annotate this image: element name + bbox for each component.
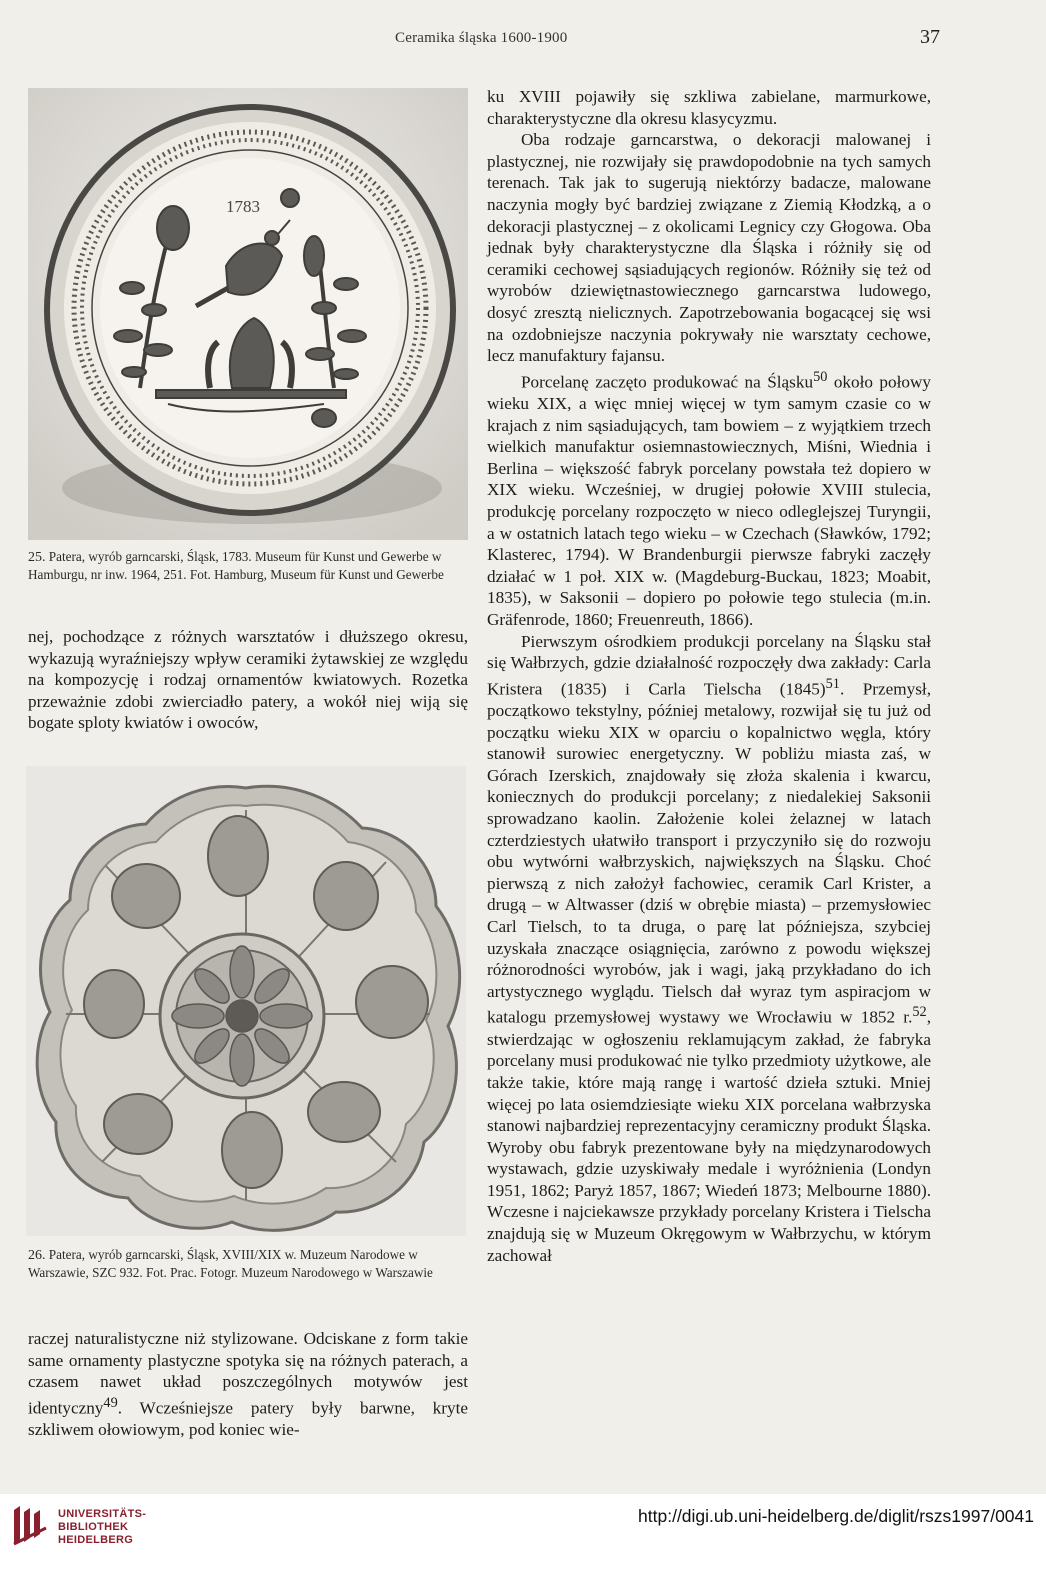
library-name-line-1: UNIVERSITÄTS- <box>58 1508 147 1520</box>
footnote-ref-49: 49 <box>103 1394 118 1411</box>
right-column <box>487 86 931 1266</box>
library-name-line-2: BIBLIOTHEK <box>58 1521 129 1533</box>
left-paragraph-b-text-2: . Wcześniejsze patery były barwne, kryte szkliwem ołowiowym, pod koniec wie- <box>28 1398 468 1440</box>
page-number: 37 <box>920 26 940 48</box>
digital-copy-url[interactable]: http://digi.ub.uni-heidelberg.de/diglit/rszs1997/0041 <box>638 1506 1034 1526</box>
right-paragraph-3-text-1: Porcelanę zaczęto produkować na Śląsku <box>521 372 814 392</box>
page-header <box>0 22 1046 52</box>
library-logo-icon <box>10 1504 52 1546</box>
left-paragraph-a-text: nej, pochodzące z różnych warsztatów i dłuższego okresu, wykazują wyraźniejszy wpływ ceramiki żytawskiej ze względu na kompozycję i rodzaj ornamentów kwiatowych. Rozetka przeważnie zdobi zwierciadło patery, a wokół niej wiją się bogate sploty kwiatów i owoców, <box>28 627 468 733</box>
painted-plate-illustration <box>28 88 468 540</box>
right-paragraph-4 <box>487 631 931 1267</box>
figure-25-caption-text: Patera, wyrób garncarski, Śląsk, 1783. Museum für Kunst und Gewerbe w Hamburgu, nr inw. 1964, 251. Fot. Hamburg, Museum für Kunst und Gewerbe <box>28 549 444 582</box>
relief-plate-illustration <box>26 766 466 1236</box>
footnote-ref-51: 51 <box>825 675 840 692</box>
figure-26-caption <box>28 1246 468 1281</box>
right-paragraph-1: ku XVIII pojawiły się szkliwa zabielane, marmurkowe, charakterystyczne dla okresu klasycyzmu. <box>487 87 931 128</box>
footnote-ref-50: 50 <box>813 368 828 385</box>
right-paragraph-3 <box>487 367 931 631</box>
library-name <box>58 1508 146 1547</box>
figure-25-caption <box>28 548 468 583</box>
right-paragraph-2: Oba rodzaje garncarstwa, o dekoracji malowanej i plastycznej, nie rozwijały się prawdopodobnie na tych samych terenach. Tak jak to sugerują niektórzy badacze, malowane naczynia mogły być bardziej związane z Ziemią Kłodzką, a o dekoracji plastycznej – z okolicami Legnicy czy Głogowa. Oba jednak były charakterystyczne dla Śląska i różniły się od ceramiki cechowej sąsiadujących regionów. Różniły się też od wyrobów dziewiętnastowiecznego garncarstwa ludowego, dosyć zresztą nielicznych. Zapotrzebowania bogacącej się wsi na ozdobniejsze naczynia pokrywały nie warsztaty cechowe, lecz manufaktury fajansu. <box>487 130 931 366</box>
footnote-ref-52: 52 <box>912 1004 927 1021</box>
figure-26-caption-text: Patera, wyrób garncarski, Śląsk, XVIII/XIX w. Muzeum Narodowe w Warszawie, SZC 932. Fot. Prac. Fotogr. Muzeum Narodowego w Warszawie <box>28 1247 433 1280</box>
library-name-line-3: HEIDELBERG <box>58 1534 134 1546</box>
figure-25-photo <box>28 88 468 540</box>
figure-26-photo <box>26 766 466 1236</box>
digitization-footer <box>0 1494 1046 1588</box>
right-paragraph-4-text-1: Pierwszym ośrodkiem produkcji porcelany na Śląsku stał się Wałbrzych, gdzie działalność rozpoczęły dwa zakłady: Carla Kristera (1835) i Carla Tielscha (1845) <box>487 631 931 699</box>
figure-26-number: 26. <box>28 1248 46 1263</box>
right-paragraph-4-text-2: . Przemysł, początkowo tekstylny, później metalowy, rozwijał się tu już od początku wieku XIX w oparciu o kopalnictwo węgla, który stanowił surowiec energetyczny. W pobliżu miasta zaś, w Górach Izerskich, znajdowały się złoża skalenia i kwarcu, koniecznych do produkcji porcelany; z niedalekiej Saksonii sprowadzano kaolin. Założenie kolei żelaznej w latach czterdziestych ułatwiło transport i przyczyniło się do rozwoju obu wytwórni wałbrzyskich, największych na Śląsku. Choć pierwszą z nich założył fachowiec, ceramik Carl Krister, a drugą – w Altwasser (dziś w obrębie miasta) – przemysłowiec Carl Tielsch, to ta druga, o parę lat późniejsza, szybciej uzyskała znaczące osiągnięcia, zarówno z powodu większej różnorodności wyrobów, jak i wagi, jaką przykładano do ich artystycznego wyglądu. Tielsch dał wyraz tym aspiracjom w katalogu przemysłowej wystawy we Wrocławiu w 1852 r. <box>487 679 931 1028</box>
figure-25-number: 25. <box>28 550 46 565</box>
left-column-paragraph-b <box>28 1328 468 1441</box>
running-title: Ceramika śląska 1600-1900 <box>395 30 568 46</box>
plate-year: 1783 <box>226 197 260 216</box>
right-paragraph-3-text-2: około połowy wieku XIX, a więc mniej więcej w tym samym czasie co w krajach z nim sąsiadujących, tam bowiem – z wyjątkiem trzech wielkich manufaktur osiemnastowiecznych, Miśni, Wiednia i Berlina – większość fabryk porcelany powstała też dopiero w XIX wieku. Wcześniej, w drugiej połowie XVIII stulecia, produkcję porcelany rozpoczęto w nieco odleglejszej Turyngii, a w ostatnich latach tego wieku – w Czechach (Sławków, 1792; Klasterec, 1794). W Brandenburgii pierwsze fabryki zaczęły działać w 1 poł. XIX w. (Magdeburg-Buckau, 1823; Moabit, 1835), w Saksonii – dopiero po połowie tego stulecia (m.in. Gräfenrode, 1860; Freuenreuth, 1866). <box>487 372 931 629</box>
left-paragraph-b-text-1: raczej naturalistyczne niż stylizowane. Odciskane z form takie same ornamenty plastyczne spotyka się na różnych paterach, a czasem nawet układ poszczególnych motywów jest identyczny <box>28 1329 468 1418</box>
left-column-paragraph-a <box>28 626 468 734</box>
right-paragraph-4-text-3: , stwierdzając w ogłoszeniu reklamującym zakład, że fabryka porcelany musi produkować nie tylko przedmioty użytkowe, ale także takie, które mają rangę i wartość dzieła sztuki. Mniej więcej po lata osiemdziesiąte wieku XIX porcelana wałbrzyska stanowi najbardziej reprezentacyjny ceramiczny produkt Śląska. Wyroby obu fabryk prezentowane były na międzynarodowych wystawach, gdzie uzyskiwały medale i wyróżnienia (Londyn 1951, 1862; Paryż 1857, 1867; Wiedeń 1873; Melbourne 1880). Wczesne i najciekawsze przykłady porcelany Kristera i Tielscha znajdują się w Muzeum Okręgowym w Wałbrzychu, w którym zachował <box>487 1008 931 1265</box>
